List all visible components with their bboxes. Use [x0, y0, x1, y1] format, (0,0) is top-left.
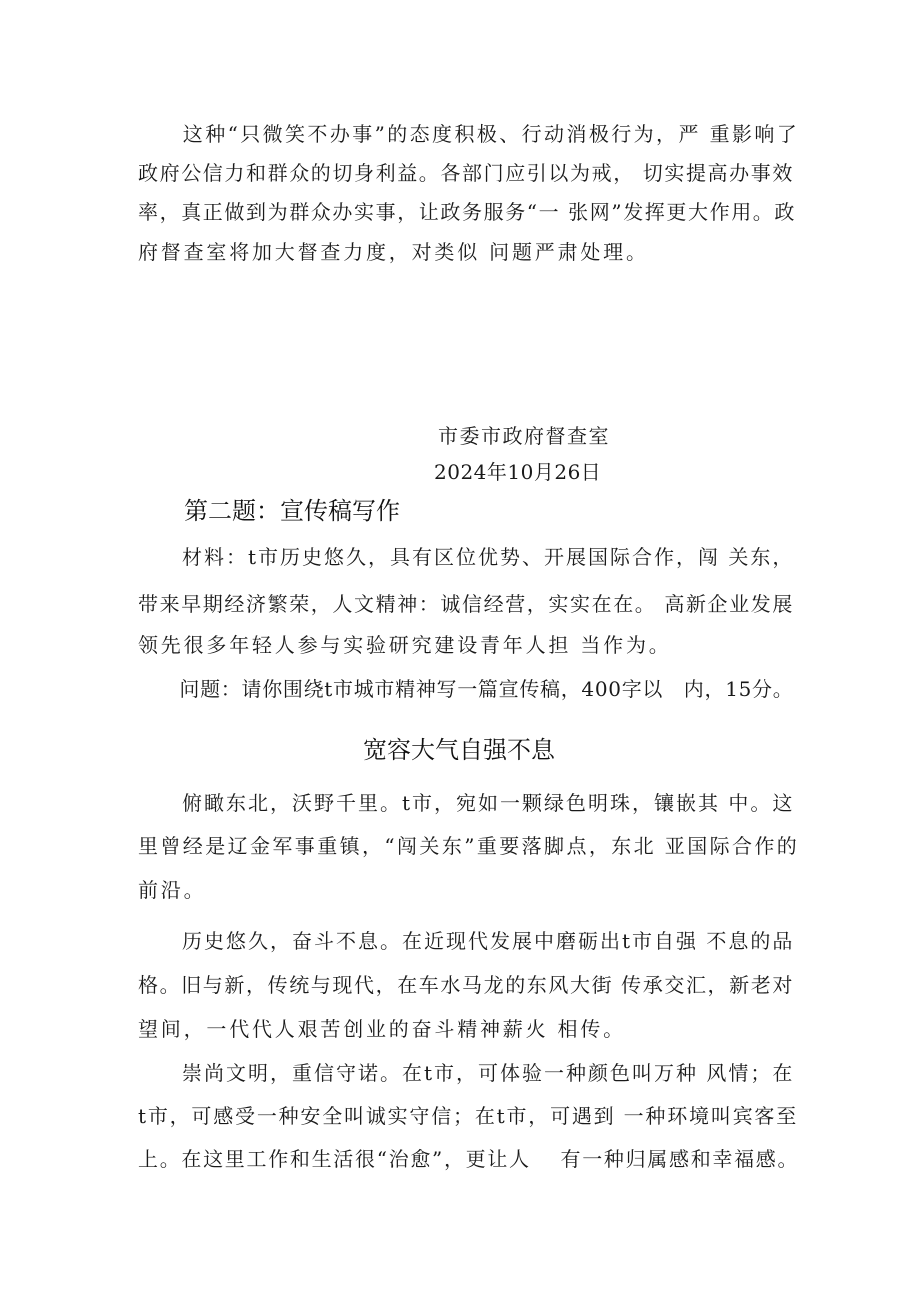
- paragraph-line: 里曾经是辽金军事重镇，“闯关东”重要落脚点，东北 亚国际合作的: [138, 834, 800, 858]
- paragraph-line: 领先很多年轻人参与实验研究建设青年人担 当作为。: [138, 633, 672, 657]
- paragraph-line: 材料：t市历史悠久，具有区位优势、开展国际合作，闯 关东，: [138, 545, 795, 569]
- paragraph-line: 带来早期经济繁荣，人文精神：诚信经营，实实在在。 高新企业发展: [138, 592, 794, 616]
- paragraph-line: 崇尚文明，重信守诺。在t市，可体验一种颜色叫万种 风情；在: [138, 1061, 795, 1085]
- paragraph-line: t市，可感受一种安全叫诚实守信；在t市，可遇到 一种环境叫宾客至: [138, 1104, 799, 1128]
- paragraph-line: 率，真正做到为群众办实事，让政务服务“一 张网”发挥更大作用。政: [138, 200, 797, 224]
- essay-title: 宽容大气自强不息: [363, 736, 555, 764]
- paragraph-line: 上。在这里工作和生活很“治愈”，更让人 有一种归属感和幸福感。: [138, 1147, 800, 1171]
- question-title: 第二题：宣传稿写作: [184, 497, 400, 525]
- paragraph-line: 府督查室将加大督查力度，对类似 问题严肃处理。: [138, 240, 649, 264]
- paragraph-line: 政府公信力和群众的切身利益。各部门应引以为戒， 切实提高办事效: [138, 161, 794, 185]
- signature-date: 2024年10月26日: [434, 460, 602, 484]
- question-prompt: 问题：请你围绕t市城市精神写一篇宣传稿，400字以 内，15分。: [138, 677, 794, 701]
- paragraph-line: 这种“只微笑不办事”的态度积极、行动消极行为，严 重影响了: [138, 122, 800, 146]
- paragraph-line: 格。旧与新，传统与现代，在车水马龙的东风大街 传承交汇，新老对: [138, 973, 794, 997]
- paragraph-line: 历史悠久，奋斗不息。在近现代发展中磨砺出t市自强 不息的品: [138, 929, 795, 953]
- signature-org: 市委市政府督查室: [438, 424, 610, 448]
- paragraph-line: 俯瞰东北，沃野千里。t市，宛如一颗绿色明珠，镶嵌其 中。这: [138, 791, 795, 815]
- paragraph-line: 前沿。: [138, 878, 207, 902]
- paragraph-line: 望间，一代代人艰苦创业的奋斗精神薪火 相传。: [138, 1017, 626, 1041]
